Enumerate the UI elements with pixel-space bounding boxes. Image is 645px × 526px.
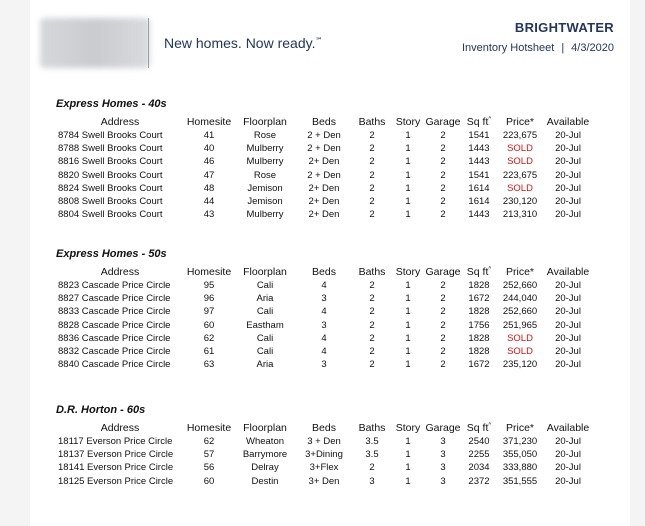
hotsheet-page: [30, 0, 630, 526]
cell-address: 8820 Swell Brooks Court: [58, 169, 163, 181]
cell-address: 8808 Swell Brooks Court: [58, 196, 163, 208]
cell-story: 1: [405, 436, 411, 448]
cell-garage: 2: [440, 209, 446, 221]
cell-homesite: 57: [203, 449, 215, 461]
separator: |: [561, 42, 565, 54]
cell-sqft: 1614: [468, 182, 490, 194]
cell-story: 1: [405, 449, 411, 461]
cell-available: 20-Jul: [555, 332, 581, 344]
cell-price: SOLD: [507, 182, 533, 194]
brand-name: BRIGHTWATER: [514, 20, 614, 35]
cell-available: 20-Jul: [555, 169, 581, 181]
cell-floorplan: Rose: [253, 130, 277, 142]
cell-beds: 2+ Den: [308, 182, 340, 194]
cell-available: 20-Jul: [555, 209, 581, 221]
cell-floorplan: Aria: [256, 359, 274, 371]
cell-beds: 4: [321, 306, 327, 318]
cell-floorplan: Mulberry: [246, 209, 284, 221]
blurred-logo: [40, 18, 150, 68]
cell-address: 18125 Everson Price Circle: [58, 475, 174, 487]
cell-available: 20-Jul: [555, 293, 581, 305]
logo-divider: [148, 18, 149, 68]
cell-available: 20-Jul: [555, 143, 581, 155]
cell-price: 252,660: [502, 306, 538, 318]
cell-address: 8824 Swell Brooks Court: [58, 182, 163, 194]
cell-homesite: 41: [203, 130, 215, 142]
hotsheet-label: Inventory Hotsheet: [461, 42, 555, 54]
cell-homesite: 63: [203, 359, 215, 371]
cell-homesite: 56: [203, 462, 215, 474]
column-header-price: Price*: [505, 115, 534, 128]
cell-floorplan: Jemison: [247, 182, 283, 194]
section-express-50s: [56, 248, 616, 371]
cell-floorplan: Cali: [256, 346, 274, 358]
cell-baths: 2: [369, 306, 375, 318]
cell-address: 8828 Cascade Price Circle: [58, 319, 171, 331]
cell-beds: 3: [321, 319, 327, 331]
cell-baths: 2: [369, 196, 375, 208]
cell-available: 20-Jul: [555, 346, 581, 358]
cell-floorplan: Barrymore: [242, 449, 288, 461]
column-header-story: Story: [395, 265, 421, 278]
cell-address: 8827 Cascade Price Circle: [58, 293, 171, 305]
cell-homesite: 62: [203, 332, 215, 344]
tagline: New homes. Now ready.℠: [164, 35, 323, 51]
header-row: [56, 420, 592, 435]
cell-address: 8788 Swell Brooks Court: [58, 143, 163, 155]
cell-story: 1: [405, 346, 411, 358]
cell-beds: 2 + Den: [307, 143, 341, 155]
cell-floorplan: Aria: [256, 293, 274, 305]
table-row: [56, 305, 592, 318]
cell-beds: 3: [321, 293, 327, 305]
cell-sqft: 2372: [468, 475, 490, 487]
cell-floorplan: Eastham: [246, 319, 284, 331]
cell-garage: 3: [440, 436, 446, 448]
cell-homesite: 95: [203, 280, 215, 292]
cell-beds: 4: [321, 280, 327, 292]
cell-story: 1: [405, 209, 411, 221]
cell-garage: 2: [440, 156, 446, 168]
header-row: [56, 264, 592, 279]
header-row: [56, 114, 592, 129]
column-header-available: Available: [546, 265, 590, 278]
column-header-floorplan: Floorplan: [243, 421, 287, 434]
cell-beds: 3+Flex: [309, 462, 339, 474]
cell-price: 223,675: [502, 130, 538, 142]
cell-homesite: 46: [203, 156, 215, 168]
cell-floorplan: Jemison: [247, 196, 283, 208]
table-row: [56, 448, 592, 461]
cell-story: 1: [405, 319, 411, 331]
cell-sqft: 2255: [468, 449, 490, 461]
cell-sqft: 1756: [468, 319, 490, 331]
cell-sqft: 2034: [468, 462, 490, 474]
cell-baths: 2: [369, 130, 375, 142]
section-title: Express Homes - 40s: [56, 98, 167, 110]
column-header-sqft: Sq ft^: [466, 265, 492, 278]
column-header-baths: Baths: [358, 421, 386, 434]
table-row: [56, 208, 592, 221]
table-row: [56, 182, 592, 195]
cell-baths: 2: [369, 156, 375, 168]
column-header-available: Available: [546, 115, 590, 128]
cell-baths: 2: [369, 332, 375, 344]
table-row: [56, 142, 592, 155]
cell-homesite: 60: [203, 475, 215, 487]
table-row: [56, 169, 592, 182]
cell-price: 333,880: [502, 462, 538, 474]
cell-address: 8804 Swell Brooks Court: [58, 209, 163, 221]
cell-floorplan: Delray: [251, 462, 279, 474]
cell-baths: 3.5: [365, 449, 379, 461]
cell-sqft: 1672: [468, 359, 490, 371]
cell-floorplan: Cali: [256, 306, 274, 318]
cell-baths: 2: [369, 346, 375, 358]
cell-homesite: 60: [203, 319, 215, 331]
cell-story: 1: [405, 293, 411, 305]
section-title: Express Homes - 50s: [56, 248, 167, 260]
cell-baths: 2: [369, 359, 375, 371]
sqft-mark: ^: [488, 266, 492, 272]
column-header-address: Address: [100, 115, 140, 128]
cell-address: 18117 Everson Price Circle: [58, 436, 173, 448]
cell-homesite: 61: [203, 346, 215, 358]
cell-homesite: 62: [203, 436, 215, 448]
cell-address: 8823 Cascade Price Circle: [58, 280, 171, 292]
cell-baths: 2: [369, 293, 375, 305]
cell-sqft: 2540: [468, 436, 490, 448]
cell-address: 18141 Everson Price Circle: [58, 462, 174, 474]
cell-beds: 2 + Den: [307, 130, 341, 142]
cell-homesite: 48: [203, 182, 215, 194]
column-header-homesite: Homesite: [186, 421, 232, 434]
cell-story: 1: [405, 143, 411, 155]
cell-garage: 2: [440, 143, 446, 155]
cell-address: 8784 Swell Brooks Court: [58, 130, 163, 142]
table-row: [56, 345, 592, 358]
cell-floorplan: Mulberry: [246, 156, 284, 168]
cell-beds: 3 + Den: [307, 436, 341, 448]
cell-sqft: 1541: [468, 130, 490, 142]
section-title: D.R. Horton - 60s: [56, 404, 146, 416]
cell-garage: 3: [440, 462, 446, 474]
cell-price: 251,965: [502, 319, 538, 331]
column-header-address: Address: [100, 265, 140, 278]
cell-beds: 2+ Den: [308, 156, 340, 168]
cell-available: 20-Jul: [555, 462, 581, 474]
cell-sqft: 1443: [468, 209, 490, 221]
cell-homesite: 44: [203, 196, 215, 208]
cell-available: 20-Jul: [555, 319, 581, 331]
cell-garage: 3: [440, 449, 446, 461]
cell-available: 20-Jul: [555, 436, 581, 448]
cell-address: 8832 Cascade Price Circle: [58, 346, 171, 358]
cell-story: 1: [405, 462, 411, 474]
table-row: [56, 332, 592, 345]
cell-floorplan: Wheaton: [245, 436, 285, 448]
cell-homesite: 40: [203, 143, 215, 155]
inventory-table: [56, 420, 592, 488]
cell-available: 20-Jul: [555, 449, 581, 461]
cell-sqft: 1828: [468, 332, 490, 344]
cell-available: 20-Jul: [555, 196, 581, 208]
table-row: [56, 475, 592, 488]
cell-beds: 3+ Den: [308, 475, 340, 487]
inventory-table: [56, 264, 592, 371]
cell-floorplan: Destin: [251, 475, 279, 487]
cell-address: 8840 Cascade Price Circle: [58, 359, 171, 371]
cell-sqft: 1443: [468, 143, 490, 155]
column-header-address: Address: [100, 421, 140, 434]
column-header-price: Price*: [505, 421, 534, 434]
sqft-mark: ^: [488, 422, 492, 428]
table-row: [56, 435, 592, 448]
cell-story: 1: [405, 332, 411, 344]
cell-garage: 2: [440, 169, 446, 181]
cell-available: 20-Jul: [555, 359, 581, 371]
cell-baths: 3.5: [365, 436, 379, 448]
cell-baths: 2: [369, 280, 375, 292]
cell-address: 8816 Swell Brooks Court: [58, 156, 163, 168]
cell-sqft: 1828: [468, 346, 490, 358]
hotsheet-date: 4/3/2020: [571, 42, 614, 54]
column-header-baths: Baths: [358, 265, 386, 278]
cell-beds: 2+ Den: [308, 196, 340, 208]
cell-price: 213,310: [502, 209, 538, 221]
inventory-table: [56, 114, 592, 221]
column-header-beds: Beds: [312, 115, 336, 128]
cell-sqft: 1443: [468, 156, 490, 168]
cell-homesite: 96: [203, 293, 215, 305]
cell-price: SOLD: [507, 332, 533, 344]
column-header-sqft: Sq ft^: [466, 421, 492, 434]
cell-price: SOLD: [507, 156, 533, 168]
cell-garage: 2: [440, 196, 446, 208]
cell-homesite: 47: [203, 169, 215, 181]
cell-beds: 4: [321, 346, 327, 358]
column-header-price: Price*: [505, 265, 534, 278]
cell-garage: 3: [440, 475, 446, 487]
cell-address: 8833 Cascade Price Circle: [58, 306, 171, 318]
column-header-story: Story: [395, 421, 421, 434]
service-mark: ℠: [315, 37, 323, 45]
table-row: [56, 155, 592, 168]
cell-available: 20-Jul: [555, 182, 581, 194]
cell-beds: 3: [321, 359, 327, 371]
column-header-floorplan: Floorplan: [243, 115, 287, 128]
table-row: [56, 129, 592, 142]
cell-available: 20-Jul: [555, 280, 581, 292]
section-drhorton-60s: [56, 404, 616, 488]
cell-available: 20-Jul: [555, 156, 581, 168]
cell-available: 20-Jul: [555, 306, 581, 318]
cell-price: 235,120: [502, 359, 538, 371]
cell-sqft: 1828: [468, 306, 490, 318]
cell-address: 8836 Cascade Price Circle: [58, 332, 171, 344]
column-header-story: Story: [395, 115, 421, 128]
cell-story: 1: [405, 196, 411, 208]
cell-story: 1: [405, 280, 411, 292]
cell-story: 1: [405, 130, 411, 142]
cell-price: 223,675: [502, 169, 538, 181]
cell-baths: 3: [369, 475, 375, 487]
cell-garage: 2: [440, 332, 446, 344]
column-header-garage: Garage: [425, 421, 461, 434]
cell-baths: 2: [369, 169, 375, 181]
cell-sqft: 1672: [468, 293, 490, 305]
cell-available: 20-Jul: [555, 130, 581, 142]
cell-garage: 2: [440, 319, 446, 331]
cell-beds: 3+Dining: [305, 449, 343, 461]
cell-floorplan: Cali: [256, 280, 274, 292]
column-header-beds: Beds: [312, 265, 336, 278]
cell-garage: 2: [440, 346, 446, 358]
sqft-mark: ^: [488, 116, 492, 122]
cell-story: 1: [405, 475, 411, 487]
cell-price: 230,120: [502, 196, 538, 208]
cell-garage: 2: [440, 306, 446, 318]
column-header-floorplan: Floorplan: [243, 265, 287, 278]
cell-story: 1: [405, 156, 411, 168]
cell-price: 351,555: [502, 475, 538, 487]
cell-sqft: 1828: [468, 280, 490, 292]
cell-beds: 4: [321, 332, 327, 344]
cell-garage: 2: [440, 359, 446, 371]
table-row: [56, 292, 592, 305]
cell-address: 18137 Everson Price Circle: [58, 449, 174, 461]
cell-garage: 2: [440, 280, 446, 292]
cell-available: 20-Jul: [555, 475, 581, 487]
table-row: [56, 319, 592, 332]
cell-homesite: 43: [203, 209, 215, 221]
table-row: [56, 461, 592, 474]
cell-price: SOLD: [507, 143, 533, 155]
cell-price: 244,040: [502, 293, 538, 305]
cell-price: 252,660: [502, 280, 538, 292]
cell-garage: 2: [440, 182, 446, 194]
hotsheet-subtitle: [462, 42, 614, 54]
table-row: [56, 279, 592, 292]
cell-floorplan: Cali: [256, 332, 274, 344]
column-header-homesite: Homesite: [186, 115, 232, 128]
cell-baths: 2: [369, 143, 375, 155]
cell-story: 1: [405, 169, 411, 181]
column-header-homesite: Homesite: [186, 265, 232, 278]
column-header-baths: Baths: [358, 115, 386, 128]
section-express-40s: [56, 98, 616, 221]
cell-baths: 2: [369, 462, 375, 474]
cell-price: 355,050: [502, 449, 538, 461]
column-header-garage: Garage: [425, 115, 461, 128]
table-row: [56, 358, 592, 371]
cell-floorplan: Mulberry: [246, 143, 284, 155]
cell-garage: 2: [440, 130, 446, 142]
column-header-garage: Garage: [425, 265, 461, 278]
column-header-available: Available: [546, 421, 590, 434]
column-header-sqft: Sq ft^: [466, 115, 492, 128]
table-row: [56, 195, 592, 208]
cell-baths: 2: [369, 209, 375, 221]
cell-story: 1: [405, 359, 411, 371]
cell-story: 1: [405, 306, 411, 318]
column-header-beds: Beds: [312, 421, 336, 434]
cell-sqft: 1614: [468, 196, 490, 208]
cell-price: 371,230: [502, 436, 538, 448]
cell-floorplan: Rose: [253, 169, 277, 181]
cell-beds: 2+ Den: [308, 209, 340, 221]
cell-baths: 2: [369, 319, 375, 331]
cell-story: 1: [405, 182, 411, 194]
cell-sqft: 1541: [468, 169, 490, 181]
cell-homesite: 97: [203, 306, 215, 318]
cell-baths: 2: [369, 182, 375, 194]
cell-garage: 2: [440, 293, 446, 305]
cell-beds: 2 + Den: [307, 169, 341, 181]
cell-price: SOLD: [507, 346, 533, 358]
